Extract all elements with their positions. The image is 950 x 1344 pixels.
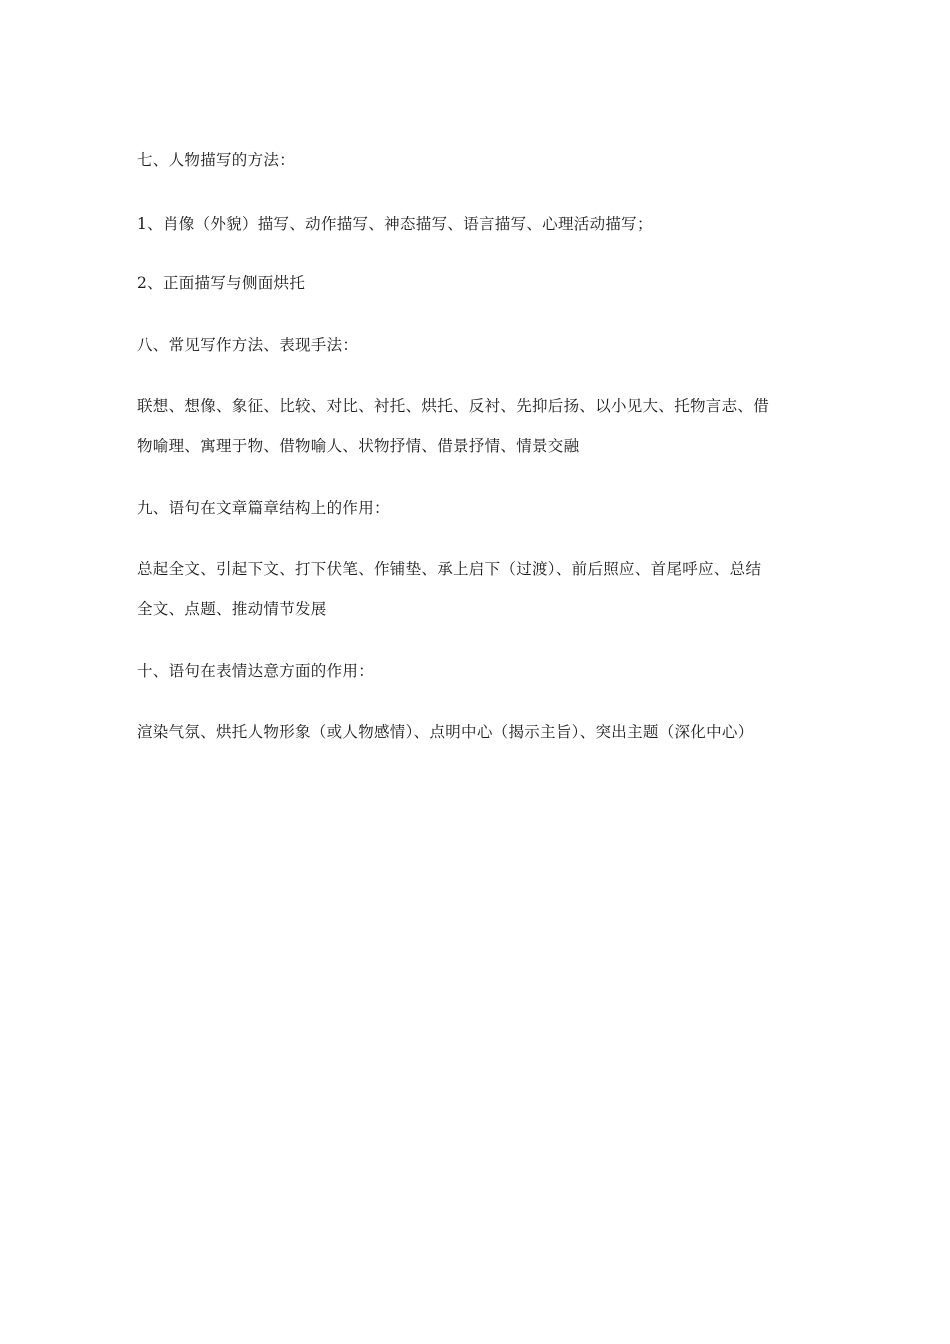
section-7-item-1: 1、肖像（外貌）描写、动作描写、神态描写、语言描写、心理活动描写； <box>137 215 653 233</box>
section-8-body-line-2: 物喻理、寓理于物、借物喻人、状物抒情、借景抒情、情景交融 <box>137 437 580 455</box>
section-9-body-line-1: 总起全文、引起下文、打下伏笔、作铺垫、承上启下（过渡）、前后照应、首尾呼应、总结 <box>137 560 762 578</box>
section-heading-8: 八、常见写作方法、表现手法： <box>137 336 359 354</box>
section-10-body-line-1: 渲染气氛、烘托人物形象（或人物感情）、点明中心（揭示主旨）、突出主题（深化中心） <box>137 723 754 741</box>
section-heading-10: 十、语句在表情达意方面的作用： <box>137 662 375 680</box>
section-heading-9: 九、语句在文章篇章结构上的作用： <box>137 499 390 517</box>
section-7-item-2: 2、正面描写与侧面烘托 <box>137 274 306 292</box>
section-heading-7: 七、人物描写的方法： <box>137 151 296 169</box>
section-8-body-line-1: 联想、想像、象征、比较、对比、衬托、烘托、反衬、先抑后扬、以小见大、托物言志、借 <box>137 397 770 415</box>
section-9-body-line-2: 全文、点题、推动情节发展 <box>137 600 327 618</box>
